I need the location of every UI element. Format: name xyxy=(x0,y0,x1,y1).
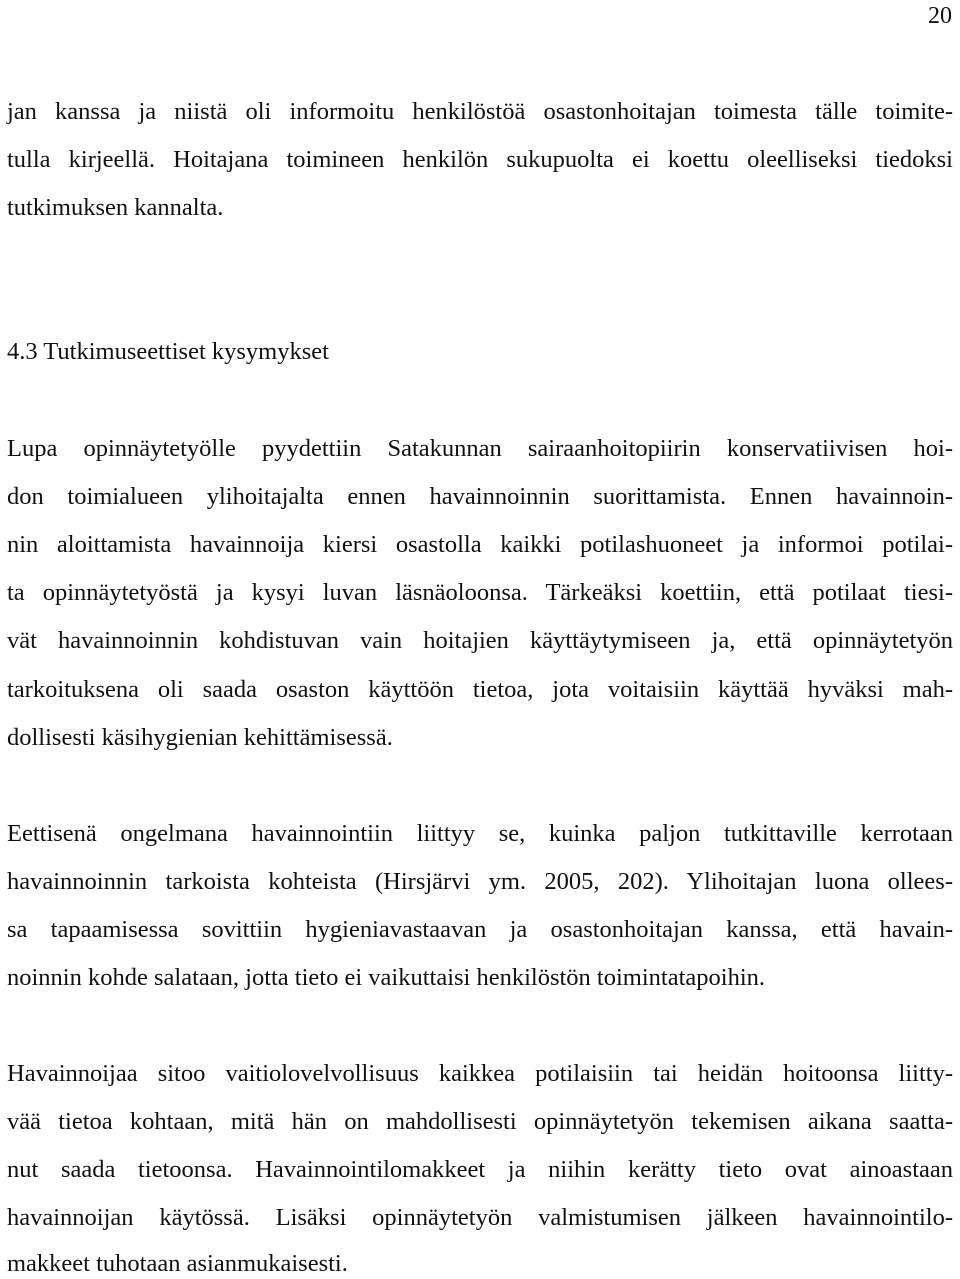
paragraph-line: vät havainnoinnin kohdistuvan vain hoitajien käyttäytymiseen ja, että opinnäytetyön xyxy=(7,627,953,654)
paragraph-line: havainnoinnin tarkoista kohteista (Hirsjärvi ym. 2005, 202). Ylihoitajan luona ollees- xyxy=(7,868,953,895)
paragraph-line: havainnoijan käytössä. Lisäksi opinnäytetyön valmistumisen jälkeen havainnointilo- xyxy=(7,1204,953,1231)
section-heading: 4.3 Tutkimuseettiset kysymykset xyxy=(7,338,329,365)
paragraph-line: Lupa opinnäytetyölle pyydettiin Satakunnan sairaanhoitopiirin konservatiivisen hoi- xyxy=(7,435,953,462)
paragraph-line: sa tapaamisessa sovittiin hygieniavastaavan ja osastonhoitajan kanssa, että havain- xyxy=(7,916,953,943)
paragraph-line: dollisesti käsihygienian kehittämisessä. xyxy=(7,724,393,751)
paragraph-line: nut saada tietoonsa. Havainnointilomakkeet ja niihin kerätty tieto ovat ainoastaan xyxy=(7,1156,953,1183)
paragraph-line: noinnin kohde salataan, jotta tieto ei vaikuttaisi henkilöstön toimintatapoihin. xyxy=(7,964,766,991)
paragraph-line: Havainnoijaa sitoo vaitiolovelvollisuus kaikkea potilaisiin tai heidän hoitoonsa liitty- xyxy=(7,1060,953,1087)
paragraph-line: tarkoituksena oli saada osaston käyttöön tietoa, jota voitaisiin käyttää hyväksi mah- xyxy=(7,676,953,703)
paragraph-line: makkeet tuhotaan asianmukaisesti. xyxy=(7,1250,348,1277)
paragraph-line: tulla kirjeellä. Hoitajana toimineen henkilön sukupuolta ei koettu oleelliseksi tiedoksi xyxy=(7,146,953,173)
paragraph-line: jan kanssa ja niistä oli informoitu henkilöstöä osastonhoitajan toimesta tälle toimite- xyxy=(7,98,953,125)
paragraph-line: nin aloittamista havainnoija kiersi osastolla kaikki potilashuoneet ja informoi potilai- xyxy=(7,531,953,558)
paragraph-line: don toimialueen ylihoitajalta ennen havainnoinnin suorittamista. Ennen havainnoin- xyxy=(7,483,953,510)
paragraph-line: tutkimuksen kannalta. xyxy=(7,194,224,221)
paragraph-line: Eettisenä ongelmana havainnointiin liittyy se, kuinka paljon tutkittaville kerrotaan xyxy=(7,820,953,847)
paragraph-line: ta opinnäytetyöstä ja kysyi luvan läsnäoloonsa. Tärkeäksi koettiin, että potilaat tiesi- xyxy=(7,579,953,606)
page-number: 20 xyxy=(928,3,952,29)
paragraph-line: vää tietoa kohtaan, mitä hän on mahdollisesti opinnäytetyön tekemisen aikana saatta- xyxy=(7,1108,953,1135)
